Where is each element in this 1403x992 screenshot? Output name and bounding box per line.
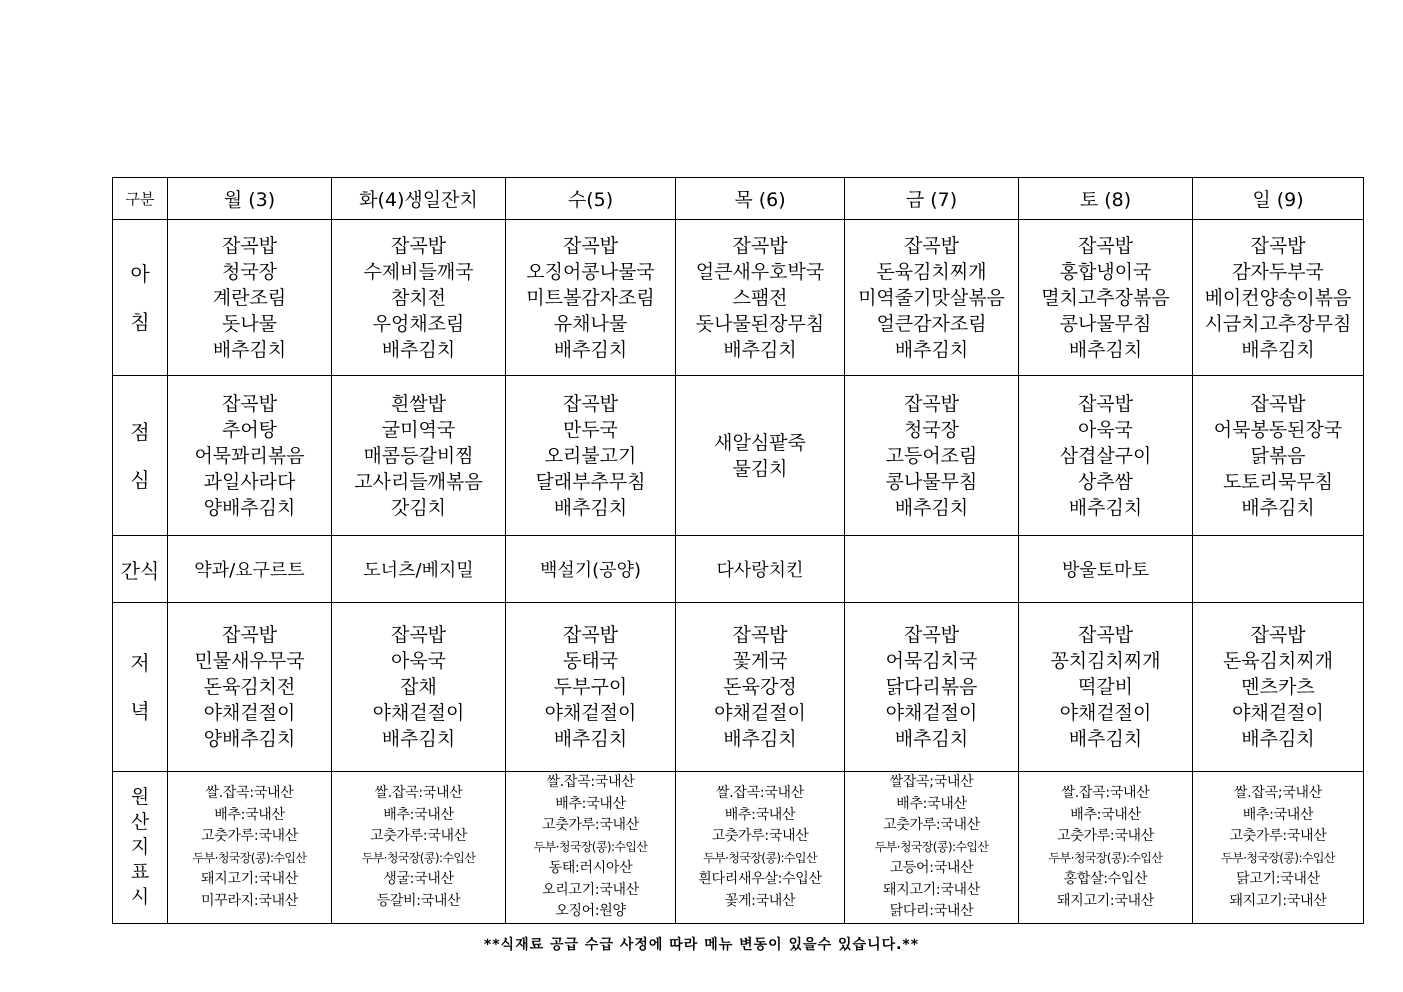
dish-item: 돗나물된장무침 [695, 312, 825, 335]
dish-item: 야채겉절이 [1232, 702, 1324, 724]
lunch-label: 점 심 [113, 376, 168, 536]
dish-item: 닭볶음 [1250, 444, 1306, 467]
dish-item: 야채겉절이 [372, 702, 465, 724]
dish-item: 잡곡밥 [1077, 392, 1134, 415]
dish-item: 어묵봉동된장국 [1213, 418, 1343, 441]
dish-item: 배추김치 [1241, 728, 1315, 750]
dish-item: 콩나물무침 [1059, 312, 1152, 335]
origin-fri [845, 772, 1019, 924]
snack-wed: 백설기(공양) [506, 536, 676, 603]
origin-item: 돼지고기:국내산 [201, 871, 298, 887]
origin-item: 생굴:국내산 [383, 871, 454, 887]
day-header-thu: 목 (6) [676, 178, 845, 220]
dish-item: 멘츠카츠 [1241, 676, 1315, 698]
breakfast-wed [506, 220, 676, 376]
dish-item: 감자두부국 [1232, 260, 1324, 283]
dish-item: 잡곡밥 [903, 234, 960, 257]
origin-item: 고춧가루:국내산 [542, 817, 639, 834]
lunch-thu [676, 376, 845, 536]
dinner-wed [506, 603, 676, 772]
snack-row [113, 536, 1364, 603]
dish-item: 오징어콩나물국 [526, 260, 655, 283]
dish-item: 배추김치 [553, 728, 628, 750]
dish-item: 잡곡밥 [903, 624, 960, 646]
dish-item: 미역줄기맛살볶음 [858, 286, 1005, 309]
snack-tue: 도너츠/베지밀 [332, 536, 506, 603]
origin-item: 고춧가루:국내산 [1057, 828, 1154, 844]
dinner-fri [845, 603, 1019, 772]
dish-item: 어묵꽈리볶음 [194, 444, 305, 467]
dinner-sat [1019, 603, 1193, 772]
lunch-sun [1193, 376, 1364, 536]
origin-item: 돼지고기:국내산 [883, 881, 980, 898]
origin-item: 두부·청국장(콩):수입산 [361, 850, 476, 865]
dish-item: 배추김치 [1068, 338, 1143, 361]
origin-item: 두부·청국장(콩):수입산 [192, 850, 307, 865]
dish-item: 배추김치 [723, 338, 797, 361]
dish-item: 잡곡밥 [390, 234, 447, 257]
origin-item: 두부·청국장(콩):수입산 [874, 839, 989, 854]
origin-item: 배추:국내산 [1070, 806, 1141, 823]
dish-item: 배추김치 [553, 496, 628, 519]
lunch-sat [1019, 376, 1193, 536]
dish-item: 돈육강정 [723, 676, 797, 698]
dish-item: 스팸전 [732, 286, 788, 309]
dish-item: 잡곡밥 [903, 392, 960, 415]
dish-item: 고등어조림 [885, 444, 978, 467]
lunch-wed [506, 376, 676, 536]
origin-sat [1019, 772, 1193, 924]
dish-item: 배추김치 [894, 728, 969, 750]
origin-item: 오리고기:국내산 [542, 881, 639, 898]
dinner-thu [676, 603, 845, 772]
origin-item: 쌀.잡곡:국내산 [546, 774, 635, 791]
dish-item: 얼큰새우호박국 [695, 260, 825, 283]
dish-item: 미트볼감자조림 [526, 286, 655, 309]
origin-item: 돼지고기:국내산 [1057, 892, 1154, 909]
breakfast-mon [168, 220, 332, 376]
origin-item: 배추:국내산 [724, 806, 796, 823]
origin-mon [168, 772, 332, 924]
dish-item: 청국장 [903, 418, 960, 441]
dish-item: 수제비들깨국 [363, 260, 474, 283]
dish-item: 잡곡밥 [562, 624, 619, 646]
dish-item: 잡곡밥 [1250, 392, 1306, 415]
dish-item: 과일사라다 [203, 470, 296, 493]
origin-item: 쌀.잡곡:국내산 [716, 785, 804, 801]
day-header-sun: 일 (9) [1193, 178, 1364, 220]
dish-item: 꽁치김치찌개 [1050, 650, 1161, 672]
origin-item: 고춧가루:국내산 [1229, 828, 1327, 844]
origin-item: 두부·청국장(콩):수입산 [703, 850, 817, 865]
dish-item: 홍합냉이국 [1059, 260, 1152, 283]
dish-item: 동태국 [562, 650, 619, 672]
lunch-row [113, 376, 1364, 536]
dish-item: 배추김치 [381, 728, 456, 750]
dish-item: 삼겹살구이 [1059, 444, 1152, 467]
header-row [113, 178, 1364, 220]
lunch-mon [168, 376, 332, 536]
origin-item: 쌀잡곡;국내산 [889, 774, 974, 791]
origin-item: 쌀.잡곡;국내산 [1234, 785, 1322, 801]
dish-item: 굴미역국 [381, 418, 456, 441]
breakfast-sun [1193, 220, 1364, 376]
dish-item: 배추김치 [894, 338, 969, 361]
dish-item: 시금치고추장무침 [1204, 312, 1352, 335]
snack-sat: 방울토마토 [1019, 536, 1193, 603]
dish-item: 배추김치 [723, 728, 797, 750]
dish-item: 배추김치 [212, 338, 287, 361]
origin-item: 돼지고기:국내산 [1229, 892, 1327, 909]
origin-item: 두부·청국장(콩):수입산 [1221, 850, 1335, 865]
dish-item: 야채겉절이 [544, 702, 637, 724]
dish-item: 갓김치 [390, 496, 447, 519]
dish-item: 양배추김치 [203, 496, 296, 519]
origin-item: 고춧가루:국내산 [370, 828, 467, 844]
dish-item: 어묵김치국 [885, 650, 978, 672]
dish-item: 양배추김치 [203, 728, 296, 750]
dish-item: 잡곡밥 [390, 624, 447, 646]
dish-item: 배추김치 [1068, 496, 1143, 519]
origin-item: 고춧가루:국내산 [201, 828, 298, 844]
origin-item: 쌀.잡곡:국내산 [374, 785, 463, 801]
breakfast-sat [1019, 220, 1193, 376]
dinner-sun [1193, 603, 1364, 772]
snack-fri [845, 536, 1019, 603]
dish-item: 물김치 [732, 457, 788, 480]
dish-item: 배추김치 [553, 338, 628, 361]
dish-item: 우엉채조림 [372, 312, 465, 335]
day-header-mon: 월 (3) [168, 178, 332, 220]
dish-item: 베이컨양송이볶음 [1204, 286, 1352, 309]
origin-item: 배추:국내산 [383, 806, 454, 823]
dish-item: 콩나물무침 [885, 470, 978, 493]
dish-item: 청국장 [221, 260, 278, 283]
dish-item: 잡곡밥 [221, 234, 278, 257]
origin-thu [676, 772, 845, 924]
origin-item: 닭고기:국내산 [1236, 871, 1320, 887]
dish-item: 잡채 [400, 676, 437, 698]
origin-item: 고춧가루:국내산 [883, 817, 980, 834]
dish-item: 잡곡밥 [562, 392, 619, 415]
dish-item: 추어탕 [221, 418, 278, 441]
dish-item: 야채겉절이 [885, 702, 978, 724]
dish-item: 야채겉절이 [203, 702, 296, 724]
dinner-mon [168, 603, 332, 772]
origin-item: 동태:러시아산 [548, 860, 633, 877]
dish-item: 아욱국 [1077, 418, 1134, 441]
origin-item: 닭다리:국내산 [889, 903, 974, 920]
origin-item: 미꾸라지:국내산 [201, 892, 298, 909]
origin-item: 배추:국내산 [896, 795, 967, 812]
dish-item: 잡곡밥 [221, 624, 278, 646]
dish-item: 고사리들깨볶음 [354, 470, 483, 493]
dish-item: 배추김치 [1241, 496, 1315, 519]
origin-item: 배추:국내산 [1242, 806, 1314, 823]
dish-item: 만두국 [562, 418, 619, 441]
dinner-tue [332, 603, 506, 772]
breakfast-thu [676, 220, 845, 376]
dish-item: 멸치고추장볶음 [1041, 286, 1170, 309]
menu-change-notice: **식재료 공급 수급 사정에 따라 메뉴 변동이 있을수 있습니다.** [483, 937, 920, 953]
origin-item: 홍합살:수입산 [1063, 871, 1148, 887]
dish-item: 돗나물 [221, 312, 278, 335]
dish-item: 계란조림 [212, 286, 287, 309]
origin-row [113, 772, 1364, 924]
origin-item: 흰다리새우살:수입산 [698, 871, 822, 887]
dish-item: 새알심팥죽 [714, 431, 806, 454]
origin-item: 고등어:국내산 [889, 860, 974, 877]
dish-item: 돈육김치전 [203, 676, 296, 698]
dish-item: 야채겉절이 [714, 702, 806, 724]
dish-item: 닭다리볶음 [885, 676, 978, 698]
dish-item: 잡곡밥 [732, 624, 788, 646]
day-header-sat: 토 (8) [1019, 178, 1193, 220]
weekly-menu-table [112, 177, 1364, 924]
dish-item: 배추김치 [1241, 338, 1315, 361]
category-header: 구분 [113, 178, 168, 220]
dish-item: 잡곡밥 [1077, 624, 1134, 646]
dish-item: 달래부추무침 [535, 470, 646, 493]
origin-item: 등갈비:국내산 [376, 892, 461, 909]
snack-label: 간식 [113, 536, 168, 603]
origin-item: 고춧가루:국내산 [711, 828, 809, 844]
dish-item: 잡곡밥 [221, 392, 278, 415]
snack-thu: 다사랑치킨 [676, 536, 845, 603]
dish-item: 잡곡밥 [732, 234, 788, 257]
dish-item: 배추김치 [894, 496, 969, 519]
dish-item: 배추김치 [381, 338, 456, 361]
origin-label: 원 산 지 표 시 [113, 772, 168, 924]
breakfast-fri [845, 220, 1019, 376]
dish-item: 도토리묵무침 [1222, 470, 1334, 493]
dinner-label: 저 녁 [113, 603, 168, 772]
origin-item: 쌀.잡곡:국내산 [1061, 785, 1150, 801]
dish-item: 잡곡밥 [1250, 624, 1306, 646]
dish-item: 잡곡밥 [1077, 234, 1134, 257]
dish-item: 얼큰감자조림 [876, 312, 987, 335]
dish-item: 두부구이 [553, 676, 628, 698]
origin-sun [1193, 772, 1364, 924]
dish-item: 꽃게국 [732, 650, 788, 672]
origin-item: 꽃게:국내산 [724, 892, 796, 909]
origin-item: 배추:국내산 [555, 795, 626, 812]
origin-wed [506, 772, 676, 924]
origin-item: 배추:국내산 [214, 806, 285, 823]
dish-item: 배추김치 [1068, 728, 1143, 750]
origin-item: 쌀.잡곡:국내산 [205, 785, 294, 801]
origin-item: 두부·청국장(콩):수입산 [1048, 850, 1163, 865]
dish-item: 잡곡밥 [562, 234, 619, 257]
day-header-fri: 금 (7) [845, 178, 1019, 220]
dish-item: 흰쌀밥 [390, 392, 447, 415]
dish-item: 매콤등갈비찜 [363, 444, 474, 467]
breakfast-tue [332, 220, 506, 376]
dish-item: 잡곡밥 [1250, 234, 1306, 257]
dish-item: 돈육김치찌개 [1222, 650, 1334, 672]
origin-tue [332, 772, 506, 924]
dish-item: 유채나물 [553, 312, 628, 335]
dinner-row [113, 603, 1364, 772]
dish-item: 오리불고기 [544, 444, 637, 467]
origin-item: 오징어:원양 [555, 903, 626, 920]
origin-item: 두부·청국장(콩):수입산 [533, 839, 648, 854]
lunch-tue [332, 376, 506, 536]
dish-item: 참치전 [390, 286, 447, 309]
dish-item: 돈육김치찌개 [876, 260, 987, 283]
dish-item: 떡갈비 [1077, 676, 1134, 698]
breakfast-label: 아 침 [113, 220, 168, 376]
dish-item: 아욱국 [390, 650, 447, 672]
snack-mon: 약과/요구르트 [168, 536, 332, 603]
lunch-fri [845, 376, 1019, 536]
breakfast-row [113, 220, 1364, 376]
dish-item: 민물새우무국 [194, 650, 305, 672]
snack-sun [1193, 536, 1364, 603]
day-header-wed: 수(5) [506, 178, 676, 220]
dish-item: 야채겉절이 [1059, 702, 1152, 724]
day-header-tue: 화(4)생일잔치 [332, 178, 506, 220]
dish-item: 상추쌈 [1077, 470, 1134, 493]
